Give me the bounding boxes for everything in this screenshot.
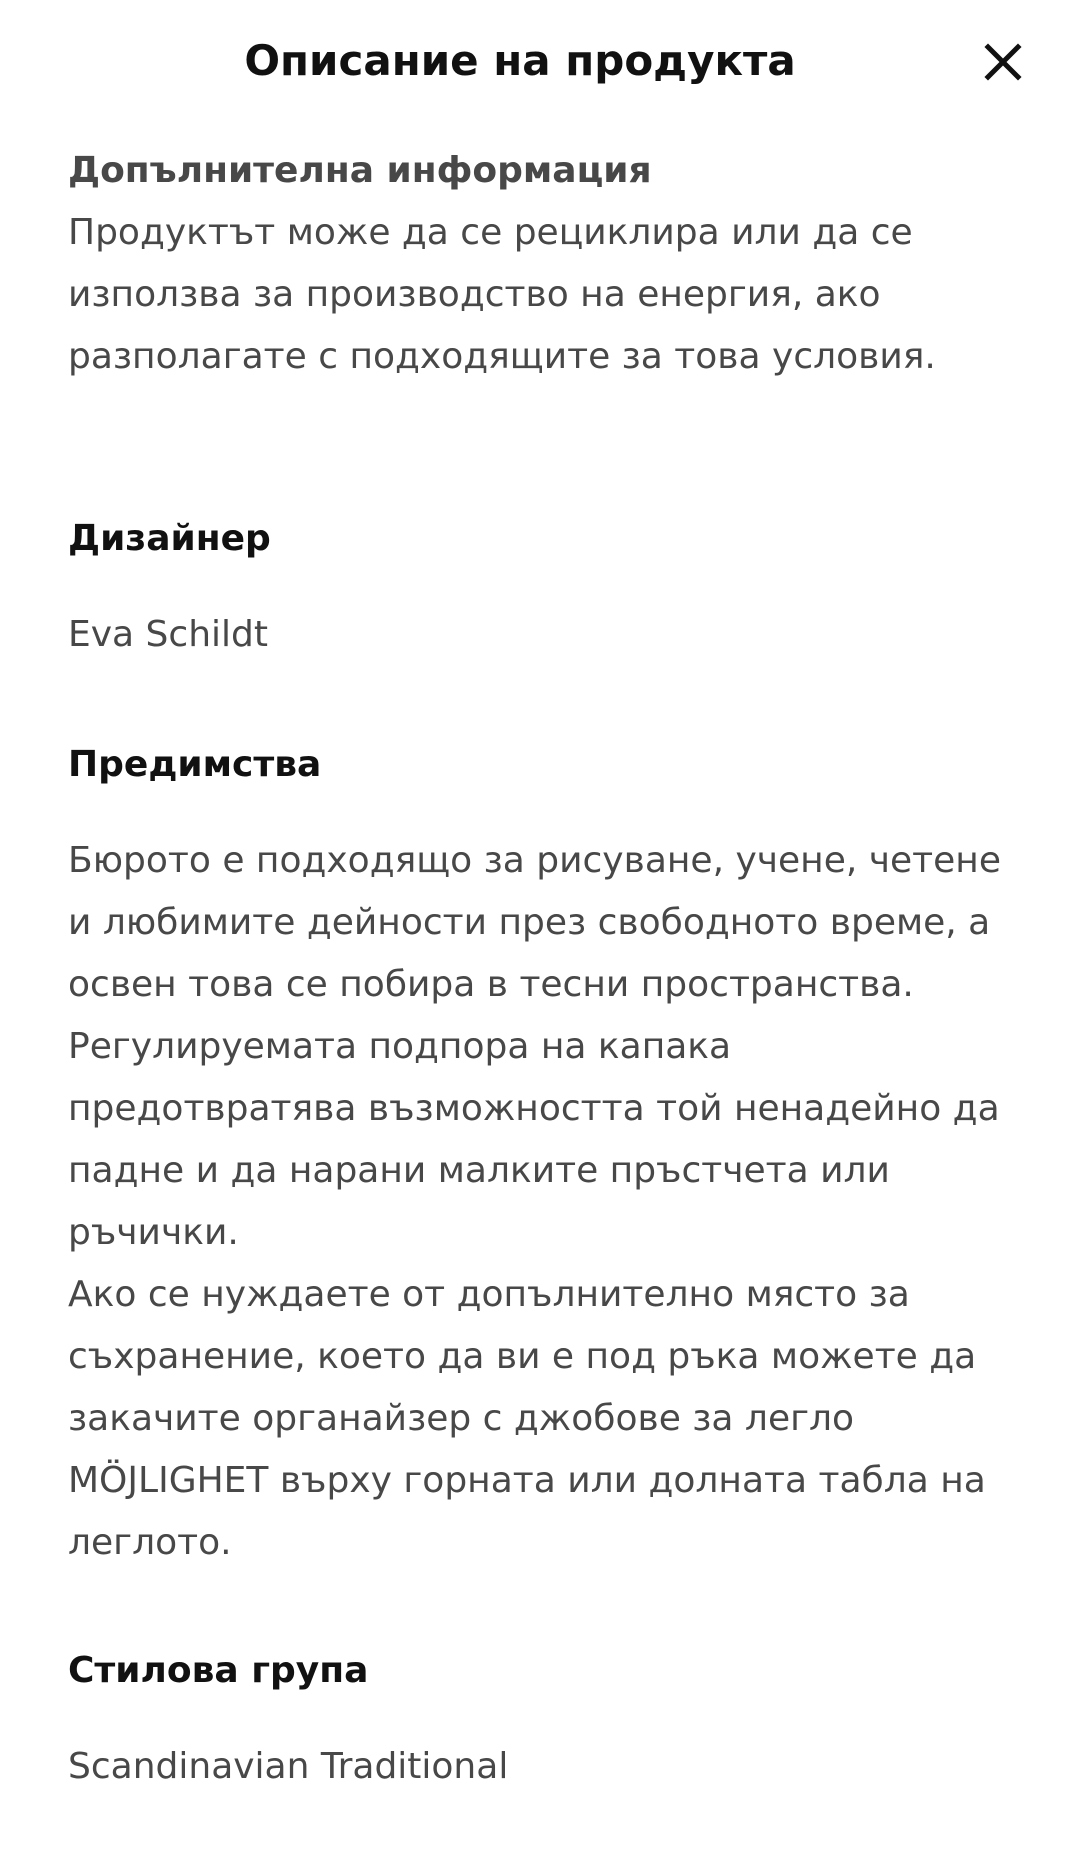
designer-name: Eva Schildt [68, 614, 268, 655]
benefits-text: Бюрото е подходящо за рисуване, учене, четене и любимите дейности през свободното време, а освен това се побира в тесни пространства. Регулируемата подпора на капака предотвратява възможността той ненадейно да падне и да нарани малките пръстчета или ръчички. Ако се нуждаете от допълнително място за съхранение, което да ви е под ръка можете да закачите органайзер с джобове за легло MÖJLIGHET върху горната или долната табла на леглото. [68, 840, 1001, 1563]
designer-heading: Дизайнер [68, 518, 271, 559]
additional-info-heading: Допълнителна информация [68, 150, 652, 191]
benefits-heading: Предимства [68, 744, 322, 785]
style-group-section [68, 1640, 1028, 1798]
additional-info-text: Продуктът може да се рециклира или да се използва за производство на енергия, ако разполагате с подходящите за това условия. [68, 212, 936, 377]
style-group-heading: Стилова група [68, 1650, 369, 1691]
additional-info-section [68, 140, 1028, 388]
designer-section [68, 508, 1028, 666]
benefits-section [68, 734, 1028, 1574]
close-button[interactable] [975, 34, 1031, 90]
modal-header [0, 0, 1080, 120]
product-description-content [68, 140, 1028, 1798]
style-group-value: Scandinavian Traditional [68, 1746, 509, 1787]
page-title: Описание на продукта [244, 36, 796, 85]
close-icon [983, 42, 1023, 82]
